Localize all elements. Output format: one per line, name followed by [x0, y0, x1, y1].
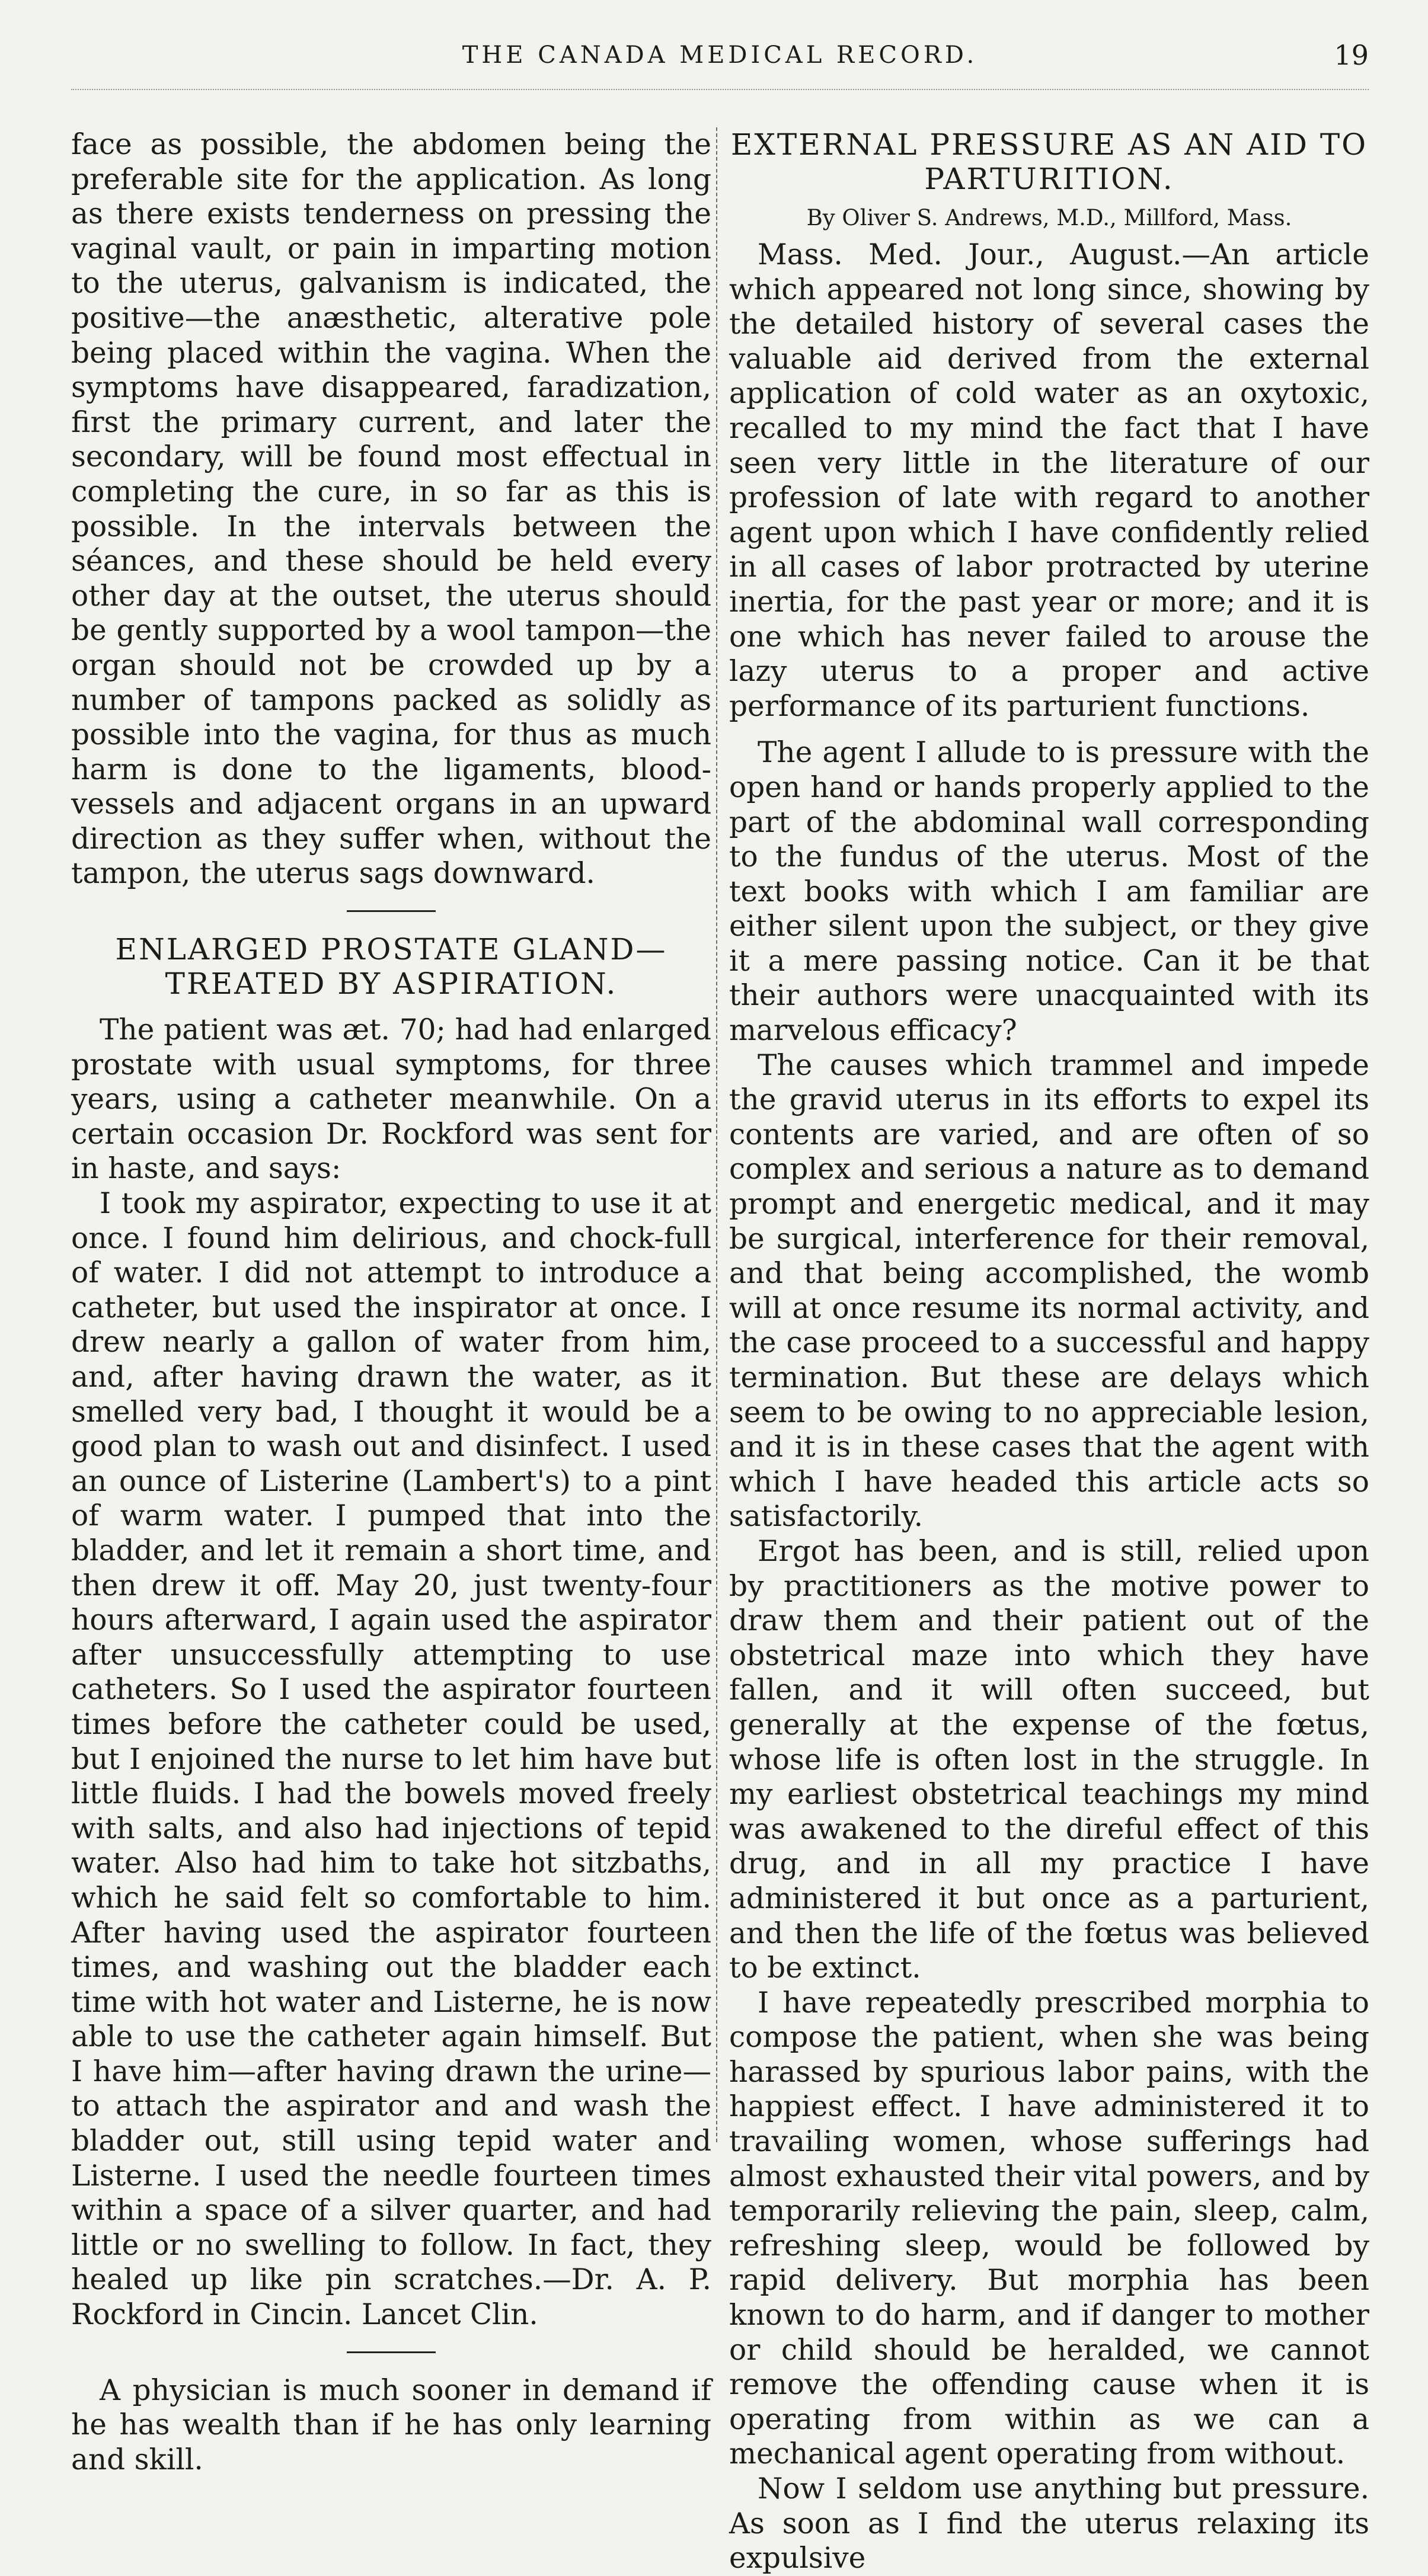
article-paragraph: Mass. Med. Jour., August.—An article which appeared not long since, showing by the detailed history of several cases the valuable aid derived from the external application of cold water as an oxytoxic, recalled to my mind the fact that I have seen very little in the literature of our profession of late with regard to another agent upon which I have confidently relied in all cases of labor protracted by uterine inertia, for the past year or more; and it is one which has never failed to arouse the lazy uterus to a proper and active performance of its parturient functions.: [729, 238, 1369, 723]
page-header: [71, 41, 1369, 77]
article-paragraph: Ergot has been, and is still, relied upon by practitioners as the motive power to draw them and their patient out of the obstetrical maze into which they have fallen, and it will often succeed, but generally at the expense of the fœtus, whose life is often lost in the struggle. In my earliest obstetrical teachings my mind was awakened to the direful effect of this drug, and in all my practice I have administered it but once as a parturient, and then the life of the fœtus was believed to be extinct.: [729, 1534, 1369, 1985]
article-separator: [347, 910, 436, 912]
article-paragraph: The patient was æt. 70; had had enlarged prostate with usual symptoms, for three years, using a catheter meanwhile. On a certain occasion Dr. Rockford was sent for in haste, and says:: [71, 1013, 711, 1186]
article-paragraph: I have repeatedly prescribed morphia to compose the patient, when she was being harassed by spurious labor pains, with the happiest effect. I have administered it to travailing women, whose sufferings had almost exhausted their vital powers, and by temporarily relieving the pain, sleep, calm, refreshing sleep, would be followed by rapid delivery. But morphia has been known to do harm, and if danger to mother or child should be heralded, we cannot remove the offending cause when it is operating from within as we can a mechanical agent operating from without.: [729, 1986, 1369, 2471]
byline: By Oliver S. Andrews, M.D., Millford, Mass.: [806, 205, 1292, 231]
article-paragraph: The agent I allude to is pressure with the open hand or hands properly applied to the part of the abdominal wall corresponding to the fundus of the uterus. Most of the text books with which I am familiar are either silent upon the subject, or they give it a mere passing notice. Can it be that their authors were unacquainted with its marvelous efficacy?: [729, 736, 1369, 1048]
header-rule: [71, 89, 1369, 90]
article-paragraph: Now I seldom use anything but pressure. As soon as I find the uterus relaxing its expulsive: [729, 2472, 1369, 2575]
article-paragraph: The causes which trammel and impede the gravid uterus in its efforts to expel its contents are varied, and are often of so complex and serious a nature as to demand prompt and energetic medical, and it may be surgical, interference for their removal, and that being accomplished, the womb will at once resume its normal activity, and the case proceed to a successful and happy termination. But these are delays which seem to be owing to no appreciable lesion, and it is in these cases that the agent with which I have headed this article acts so satisfactorily.: [729, 1048, 1369, 1534]
article-title-external-pressure: EXTERNAL PRESSURE AS AN AID TO PARTURITION.: [730, 127, 1368, 196]
filler-note: A physician is much sooner in demand if he has wealth than if he has only learning and skill.: [71, 2373, 711, 2476]
page-number: 19: [1334, 39, 1369, 71]
right-column: [729, 127, 1369, 2576]
quoted-paragraph: I took my aspirator, expecting to use it at once. I found him delirious, and chock-full of water. I did not attempt to introduce a catheter, but used the inspirator at once. I drew nearly a gallon of water from him, and, after having drawn the water, as it smelled very bad, I thought it would be a good plan to wash out and disinfect. I used an ounce of Listerine (Lambert's) to a pint of warm water. I pumped that into the bladder, and let it remain a short time, and then drew it off. May 20, just twenty-four hours afterward, I again used the aspirator after unsuccessfully attempting to use catheters. So I used the aspirator fourteen times before the catheter could be used, but I enjoined the nurse to let him have but little fluids. I had the bowels moved freely with salts, and also had injections of tepid water. Also had him to take hot sitzbaths, which he said felt so comfortable to him. After having used the aspirator fourteen times, and washing out the bladder each time with hot water and Listerne, he is now able to use the catheter again himself. But I have him—after having drawn the urine—to attach the aspirator and and wash the bladder out, still using tepid water and Listerne. I used the needle fourteen times within a space of a silver quarter, and had little or no swelling to follow. In fact, they healed up like pin scratches.—Dr. A. P. Rockford in Cincin. Lancet Clin.: [71, 1187, 711, 2332]
running-head: THE CANADA MEDICAL RECORD.: [462, 41, 978, 69]
continued-paragraph: face as possible, the abdomen being the preferable site for the application. As long as there exists tenderness on pressing the vaginal vault, or pain in imparting motion to the uterus, galvanism is indicated, the positive—the anæsthetic, alterative pole being placed within the vagina. When the symptoms have disappeared, faradization, first the primary current, and later the secondary, will be found most effectual in completing the cure, in so far as this is possible. In the intervals between the séances, and these should be held every other day at the outset, the uterus should be gently supported by a wool tampon—the organ should not be crowded up by a number of tampons packed as solidly as possible into the vagina, for thus as much harm is done to the ligaments, blood-vessels and adjacent organs in an upward direction as they suffer when, without the tampon, the uterus sags downward.: [71, 128, 711, 891]
column-divider: [716, 127, 717, 2142]
article-title-prostate: ENLARGED PROSTATE GLAND—TREATED BY ASPIRATION.: [115, 932, 667, 1001]
article-separator: [347, 2351, 436, 2353]
left-column: [71, 127, 711, 2477]
